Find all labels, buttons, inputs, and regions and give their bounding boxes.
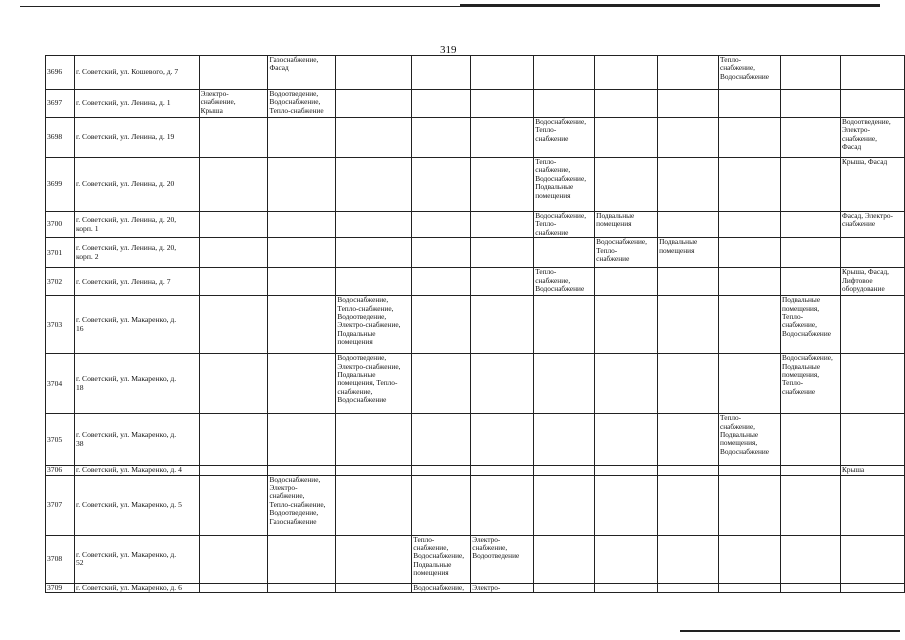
- address-cell: г. Советский, ул. Ленина, д. 19: [74, 118, 199, 158]
- work-cell-10: [780, 118, 840, 158]
- row-number: 3705: [46, 414, 75, 466]
- work-cell-11: [840, 238, 904, 268]
- work-cell-2: [268, 158, 336, 212]
- work-cell-10: [780, 56, 840, 90]
- work-cell-8: [658, 158, 719, 212]
- work-cell-1: [199, 583, 268, 592]
- row-number: 3701: [46, 238, 75, 268]
- work-cell-11: Крыша, Фасад, Лифтовое оборудование: [840, 268, 904, 296]
- work-cell-4: [412, 414, 471, 466]
- row-number: 3698: [46, 118, 75, 158]
- table-row: [46, 583, 905, 592]
- address-cell: г. Советский, ул. Ленина, д. 20, корп. 2: [74, 238, 199, 268]
- work-cell-3: Водоотведение, Электро-снабжение, Подвальные помещения, Тепло- снабжение, Водоснабжение: [336, 354, 412, 414]
- work-cell-1: [199, 296, 268, 354]
- work-cell-4: Тепло- снабжение, Водоснабжение, Подвальные помещения: [412, 535, 471, 583]
- work-cell-11: Крыша, Фасад: [840, 158, 904, 212]
- work-cell-2: [268, 354, 336, 414]
- work-cell-9: [719, 296, 781, 354]
- work-cell-10: Водоснабжение, Подвальные помещения, Тепло- снабжение: [780, 354, 840, 414]
- work-cell-9: [719, 583, 781, 592]
- work-cell-7: [595, 414, 658, 466]
- address-cell: г. Советский, ул. Ленина, д. 20: [74, 158, 199, 212]
- work-cell-2: Газоснабжение, Фасад: [268, 56, 336, 90]
- work-cell-5: [471, 475, 534, 535]
- table-row: [46, 118, 905, 158]
- work-cell-1: [199, 535, 268, 583]
- work-cell-6: [534, 414, 595, 466]
- work-cell-1: Электро- снабжение, Крыша: [199, 90, 268, 118]
- address-cell: г. Советский, ул. Макаренко, д. 5: [74, 475, 199, 535]
- work-cell-2: [268, 583, 336, 592]
- work-cell-11: Водоотведение, Электро- снабжение, Фасад: [840, 118, 904, 158]
- table-row: [46, 466, 905, 475]
- work-cell-4: [412, 354, 471, 414]
- work-cell-5: [471, 296, 534, 354]
- work-cell-9: [719, 158, 781, 212]
- work-cell-2: [268, 414, 336, 466]
- work-cell-6: Тепло- снабжение, Водоснабжение, Подвальные помещения: [534, 158, 595, 212]
- work-cell-5: Электро-: [471, 583, 534, 592]
- work-cell-6: [534, 296, 595, 354]
- work-cell-3: [336, 90, 412, 118]
- row-number: 3696: [46, 56, 75, 90]
- work-cell-9: [719, 535, 781, 583]
- work-cell-10: Подвальные помещения, Тепло- снабжение, Водоснабжение: [780, 296, 840, 354]
- work-cell-8: [658, 268, 719, 296]
- work-cell-7: [595, 583, 658, 592]
- table-row: [46, 90, 905, 118]
- work-cell-8: [658, 475, 719, 535]
- work-cell-2: [268, 212, 336, 238]
- address-cell: г. Советский, ул. Макаренко, д. 4: [74, 466, 199, 475]
- work-cell-8: [658, 118, 719, 158]
- row-number: 3709: [46, 583, 75, 592]
- table-row: [46, 158, 905, 212]
- work-cell-8: [658, 354, 719, 414]
- work-cell-1: [199, 475, 268, 535]
- table-row: [46, 238, 905, 268]
- work-cell-11: [840, 475, 904, 535]
- work-cell-3: [336, 268, 412, 296]
- work-cell-7: [595, 354, 658, 414]
- work-cell-10: [780, 466, 840, 475]
- work-cell-3: [336, 118, 412, 158]
- work-cell-3: Водоснабжение, Тепло-снабжение, Водоотведение, Электро-снабжение, Подвальные помещения: [336, 296, 412, 354]
- work-cell-10: [780, 475, 840, 535]
- work-cell-4: [412, 212, 471, 238]
- work-cell-2: [268, 535, 336, 583]
- work-cell-2: Водоотведение, Водоснабжение, Тепло-снабжение: [268, 90, 336, 118]
- work-cell-7: [595, 268, 658, 296]
- address-cell: г. Советский, ул. Макаренко, д. 52: [74, 535, 199, 583]
- address-cell: г. Советский, ул. Макаренко, д. 18: [74, 354, 199, 414]
- work-cell-3: [336, 238, 412, 268]
- work-cell-9: [719, 90, 781, 118]
- work-cell-10: [780, 212, 840, 238]
- table-row: [46, 414, 905, 466]
- work-cell-10: [780, 583, 840, 592]
- work-cell-9: [719, 354, 781, 414]
- work-cell-8: [658, 90, 719, 118]
- work-cell-11: Крыша: [840, 466, 904, 475]
- work-cell-5: Электро- снабжение, Водоотведение: [471, 535, 534, 583]
- work-cell-5: [471, 158, 534, 212]
- work-cell-7: [595, 158, 658, 212]
- scan-artifact-top: [20, 6, 880, 7]
- work-cell-9: [719, 238, 781, 268]
- work-cell-7: [595, 475, 658, 535]
- work-cell-9: Тепло- снабжение, Водоснабжение: [719, 56, 781, 90]
- work-cell-3: [336, 158, 412, 212]
- table-row: [46, 212, 905, 238]
- work-cell-1: [199, 354, 268, 414]
- work-cell-9: [719, 212, 781, 238]
- page-number: 319: [440, 44, 457, 56]
- repair-schedule-table: [45, 55, 905, 593]
- work-cell-10: [780, 90, 840, 118]
- work-cell-5: [471, 56, 534, 90]
- row-number: 3703: [46, 296, 75, 354]
- work-cell-9: [719, 475, 781, 535]
- work-cell-8: [658, 583, 719, 592]
- work-cell-6: [534, 475, 595, 535]
- work-cell-11: [840, 354, 904, 414]
- work-cell-6: [534, 535, 595, 583]
- work-cell-2: [268, 268, 336, 296]
- work-cell-1: [199, 238, 268, 268]
- work-cell-4: [412, 90, 471, 118]
- row-number: 3706: [46, 466, 75, 475]
- work-cell-6: [534, 238, 595, 268]
- work-cell-5: [471, 268, 534, 296]
- work-cell-5: [471, 238, 534, 268]
- work-cell-10: [780, 414, 840, 466]
- work-cell-3: [336, 535, 412, 583]
- address-cell: г. Советский, ул. Ленина, д. 7: [74, 268, 199, 296]
- scan-artifact-top-thick: [460, 4, 880, 6]
- work-cell-1: [199, 158, 268, 212]
- address-cell: г. Советский, ул. Макаренко, д. 6: [74, 583, 199, 592]
- row-number: 3697: [46, 90, 75, 118]
- work-cell-2: [268, 296, 336, 354]
- work-cell-5: [471, 354, 534, 414]
- work-cell-5: [471, 212, 534, 238]
- address-cell: г. Советский, ул. Ленина, д. 1: [74, 90, 199, 118]
- row-number: 3707: [46, 475, 75, 535]
- row-number: 3700: [46, 212, 75, 238]
- work-cell-6: Водоснабжение, Тепло- снабжение: [534, 212, 595, 238]
- work-cell-6: [534, 56, 595, 90]
- work-cell-1: [199, 466, 268, 475]
- work-cell-3: [336, 583, 412, 592]
- table-row: [46, 354, 905, 414]
- work-cell-2: [268, 466, 336, 475]
- scan-artifact-bottom: [680, 630, 900, 632]
- work-cell-4: [412, 158, 471, 212]
- table-row: [46, 475, 905, 535]
- work-cell-5: [471, 466, 534, 475]
- work-cell-6: Водоснабжение, Тепло- снабжение: [534, 118, 595, 158]
- work-cell-6: Тепло- снабжение, Водоснабжение: [534, 268, 595, 296]
- work-cell-7: [595, 535, 658, 583]
- work-cell-9: [719, 118, 781, 158]
- work-cell-9: Тепло- снабжение, Подвальные помещения, Водоснабжение: [719, 414, 781, 466]
- row-number: 3699: [46, 158, 75, 212]
- work-cell-7: [595, 296, 658, 354]
- work-cell-9: [719, 466, 781, 475]
- table-row: [46, 535, 905, 583]
- work-cell-7: [595, 118, 658, 158]
- work-cell-8: [658, 535, 719, 583]
- address-cell: г. Советский, ул. Макаренко, д. 38: [74, 414, 199, 466]
- row-number: 3702: [46, 268, 75, 296]
- work-cell-11: [840, 414, 904, 466]
- work-cell-3: [336, 414, 412, 466]
- work-cell-6: [534, 354, 595, 414]
- work-cell-1: [199, 414, 268, 466]
- work-cell-7: [595, 56, 658, 90]
- work-cell-1: [199, 268, 268, 296]
- work-cell-3: [336, 466, 412, 475]
- work-cell-2: [268, 238, 336, 268]
- work-cell-5: [471, 414, 534, 466]
- work-cell-5: [471, 90, 534, 118]
- work-cell-11: Фасад, Электро- снабжение: [840, 212, 904, 238]
- work-cell-4: Водоснабжение,: [412, 583, 471, 592]
- work-cell-1: [199, 118, 268, 158]
- work-cell-8: [658, 466, 719, 475]
- row-number: 3704: [46, 354, 75, 414]
- table-row: [46, 56, 905, 90]
- work-cell-7: [595, 90, 658, 118]
- work-cell-4: [412, 268, 471, 296]
- work-cell-4: [412, 475, 471, 535]
- work-cell-8: [658, 296, 719, 354]
- work-cell-4: [412, 238, 471, 268]
- work-cell-9: [719, 268, 781, 296]
- work-cell-8: [658, 414, 719, 466]
- work-cell-7: [595, 466, 658, 475]
- work-cell-4: [412, 118, 471, 158]
- work-cell-10: [780, 238, 840, 268]
- work-cell-6: [534, 90, 595, 118]
- address-cell: г. Советский, ул. Макаренко, д. 16: [74, 296, 199, 354]
- work-cell-11: [840, 583, 904, 592]
- work-cell-3: [336, 56, 412, 90]
- work-cell-8: [658, 56, 719, 90]
- work-cell-11: [840, 535, 904, 583]
- work-cell-11: [840, 90, 904, 118]
- work-cell-6: [534, 583, 595, 592]
- work-cell-10: [780, 268, 840, 296]
- work-cell-7: Подвальные помещения: [595, 212, 658, 238]
- work-cell-4: [412, 56, 471, 90]
- work-cell-11: [840, 56, 904, 90]
- work-cell-2: [268, 118, 336, 158]
- work-cell-1: [199, 56, 268, 90]
- table-row: [46, 296, 905, 354]
- work-cell-10: [780, 158, 840, 212]
- work-cell-11: [840, 296, 904, 354]
- work-cell-5: [471, 118, 534, 158]
- work-cell-1: [199, 212, 268, 238]
- work-cell-4: [412, 466, 471, 475]
- work-cell-6: [534, 466, 595, 475]
- table-row: [46, 268, 905, 296]
- address-cell: г. Советский, ул. Ленина, д. 20, корп. 1: [74, 212, 199, 238]
- work-cell-8: [658, 212, 719, 238]
- work-cell-8: Подвальные помещения: [658, 238, 719, 268]
- work-cell-4: [412, 296, 471, 354]
- work-cell-7: Водоснабжение, Тепло- снабжение: [595, 238, 658, 268]
- work-cell-3: [336, 212, 412, 238]
- work-cell-2: Водоснабжение, Электро- снабжение, Тепло-снабжение, Водоотведение, Газоснабжение: [268, 475, 336, 535]
- work-cell-3: [336, 475, 412, 535]
- address-cell: г. Советский, ул. Кошевого, д. 7: [74, 56, 199, 90]
- row-number: 3708: [46, 535, 75, 583]
- work-cell-10: [780, 535, 840, 583]
